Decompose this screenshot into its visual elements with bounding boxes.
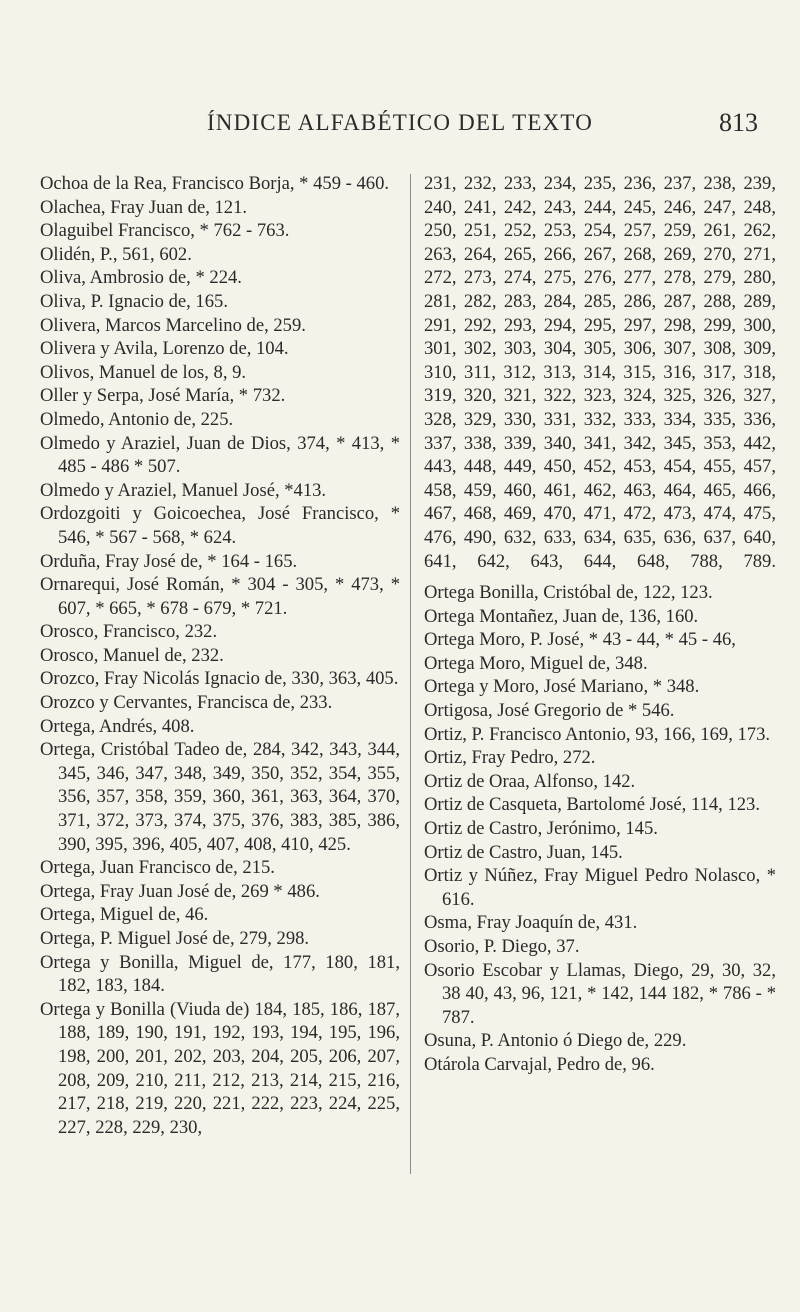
index-entry: Ortega Moro, Miguel de, 348. <box>424 652 648 674</box>
index-entry: Ortega Moro, P. José, * 43 - 44, * 45 - 46, <box>424 629 736 651</box>
running-title: ÍNDICE ALFABÉTICO DEL TEXTO <box>206 110 594 135</box>
index-entry: Oliva, Ambrosio de, * 224. <box>40 267 242 289</box>
index-entry: Olivos, Manuel de los, 8, 9. <box>40 361 247 383</box>
index-entry: Ortega, Cristóbal Tadeo de, 284, 342, 343, 344, 345, 346, 347, 348, 349, 350, 352, 354, 355, 356, 357, 358, 359, 360, 361, 363, 364, 370, 371, 372, 373, 374, 375, 376, 383, 385, 386, 390, 395, 396, 405, 407, 408, 410, 425. <box>40 739 400 855</box>
index-entry: Ortiz de Castro, Jerónimo, 145. <box>424 818 658 840</box>
column-divider <box>410 174 411 1174</box>
index-entry: Ochoa de la Rea, Francisco Borja, * 459 - 460. <box>40 173 390 194</box>
index-entry: Ortiz y Núñez, Fray Miguel Pedro Nolasco, * 616. <box>424 865 776 910</box>
index-entry: Olmedo y Araziel, Juan de Dios, 374, * 413, * 485 - 486 * 507. <box>40 432 400 478</box>
index-entry: Oliva, P. Ignacio de, 165. <box>40 290 228 312</box>
index-entry: Osma, Fray Joaquín de, 431. <box>424 912 638 934</box>
index-entry: Ortiz, P. Francisco Antonio, 93, 166, 169, 173. <box>424 723 771 745</box>
index-entry: Osorio Escobar y Llamas, Diego, 29, 30, 32, 38 40, 43, 96, 121, * 142, 144 182, * 786 - * 787. <box>424 959 776 1028</box>
index-entry: Ortigosa, José Gregorio de * 546. <box>424 700 675 722</box>
page-number: 813 <box>719 108 758 137</box>
index-entry: Ortega, Miguel de, 46. <box>40 904 209 926</box>
index-entry: Ortiz de Castro, Juan, 145. <box>424 841 623 863</box>
index-entry: Orozco, Fray Nicolás Ignacio de, 330, 363, 405. <box>40 668 399 690</box>
index-entry: Ordozgoiti y Goicoechea, José Francisco, * 546, * 567 - 568, * 624. <box>40 503 400 548</box>
index-entry: Ortega y Moro, José Mariano, * 348. <box>424 676 700 698</box>
index-entry: Orozco y Cervantes, Francisca de, 233. <box>40 692 333 714</box>
index-entry-continuation: 231, 232, 233, 234, 235, 236, 237, 238, 239, 240, 241, 242, 243, 244, 245, 246, 247, 248, 250, 251, 252, 253, 254, 257, 259, 261, 262, 263, 264, 265, 266, 267, 268, 269, 270, 271, 272, 273, 274, 275, 276, 277, 278, 279, 280, 281, 282, 283, 284, 285, 286, 287, 288, 289, 291, 292, 293, 294, 295, 297, 298, 299, 300, 301, 302, 303, 304, 305, 306, 307, 308, 309, 310, 311, 312, 313, 314, 315, 316, 317, 318, 319, 320, 321, 322, 323, 324, 325, 326, 327, 328, 329, 330, 331, 332, 333, 334, 335, 336, 337, 338, 339, 340, 341, 342, 345, 353, 442, 443, 448, 449, 450, 452, 453, 454, 455, 457, 458, 459, 460, 461, 462, 463, 464, 465, 466, 467, 468, 469, 470, 471, 472, 473, 474, 475, 476, 490, 632, 633, 634, 635, 636, 637, 640, 641, 642, 643, 644, 648, 788, 789. <box>424 173 776 572</box>
entry-gap <box>424 573 776 581</box>
index-entry: Ortega y Bonilla (Viuda de) 184, 185, 186, 187, 188, 189, 190, 191, 192, 193, 194, 195, 196, 198, 200, 201, 202, 203, 204, 205, 206, 207, 208, 209, 210, 211, 212, 213, 214, 215, 216, 217, 218, 219, 220, 221, 222, 223, 224, 225, 227, 228, 229, 230, <box>40 998 400 1138</box>
index-entry: Orosco, Francisco, 232. <box>40 621 218 643</box>
index-entry: Ortega, P. Miguel José de, 279, 298. <box>40 928 310 949</box>
index-entry: Ortega, Juan Francisco de, 215. <box>40 857 275 879</box>
index-entry: Ortiz de Casqueta, Bartolomé José, 114, 123. <box>424 794 760 816</box>
index-entry: Olmedo y Araziel, Manuel José, *413. <box>40 479 327 501</box>
index-entry: Olivera, Marcos Marcelino de, 259. <box>40 314 306 336</box>
index-entry: Olachea, Fray Juan de, 121. <box>40 196 248 218</box>
index-column-right <box>424 172 776 1077</box>
index-entry: Orduña, Fray José de, * 164 - 165. <box>40 550 298 572</box>
index-entry: Oller y Serpa, José María, * 732. <box>40 385 286 407</box>
page-header <box>0 110 800 150</box>
index-entry: Otárola Carvajal, Pedro de, 96. <box>424 1053 655 1075</box>
index-entry: Ornarequi, José Román, * 304 - 305, * 473, * 607, * 665, * 678 - 679, * 721. <box>40 574 400 619</box>
index-entry: Olivera y Avila, Lorenzo de, 104. <box>40 338 289 360</box>
index-entry: Ortega, Fray Juan José de, 269 * 486. <box>40 880 320 902</box>
index-entry: Ortiz de Oraa, Alfonso, 142. <box>424 770 636 792</box>
index-entry: Ortega Montañez, Juan de, 136, 160. <box>424 605 699 627</box>
index-entry: Osorio, P. Diego, 37. <box>424 936 580 957</box>
index-entry: Osuna, P. Antonio ó Diego de, 229. <box>424 1030 687 1052</box>
index-entry: Ortega Bonilla, Cristóbal de, 122, 123. <box>424 582 713 604</box>
index-entry: Ortiz, Fray Pedro, 272. <box>424 747 596 769</box>
index-entry: Orosco, Manuel de, 232. <box>40 644 224 666</box>
index-entry: Olmedo, Antonio de, 225. <box>40 408 234 430</box>
index-entry: Olaguibel Francisco, * 762 - 763. <box>40 220 290 242</box>
index-entry: Olidén, P., 561, 602. <box>40 243 192 265</box>
index-entry: Ortega y Bonilla, Miguel de, 177, 180, 181, 182, 183, 184. <box>40 951 400 997</box>
index-column-left <box>40 172 400 1139</box>
index-entry: Ortega, Andrés, 408. <box>40 715 195 737</box>
